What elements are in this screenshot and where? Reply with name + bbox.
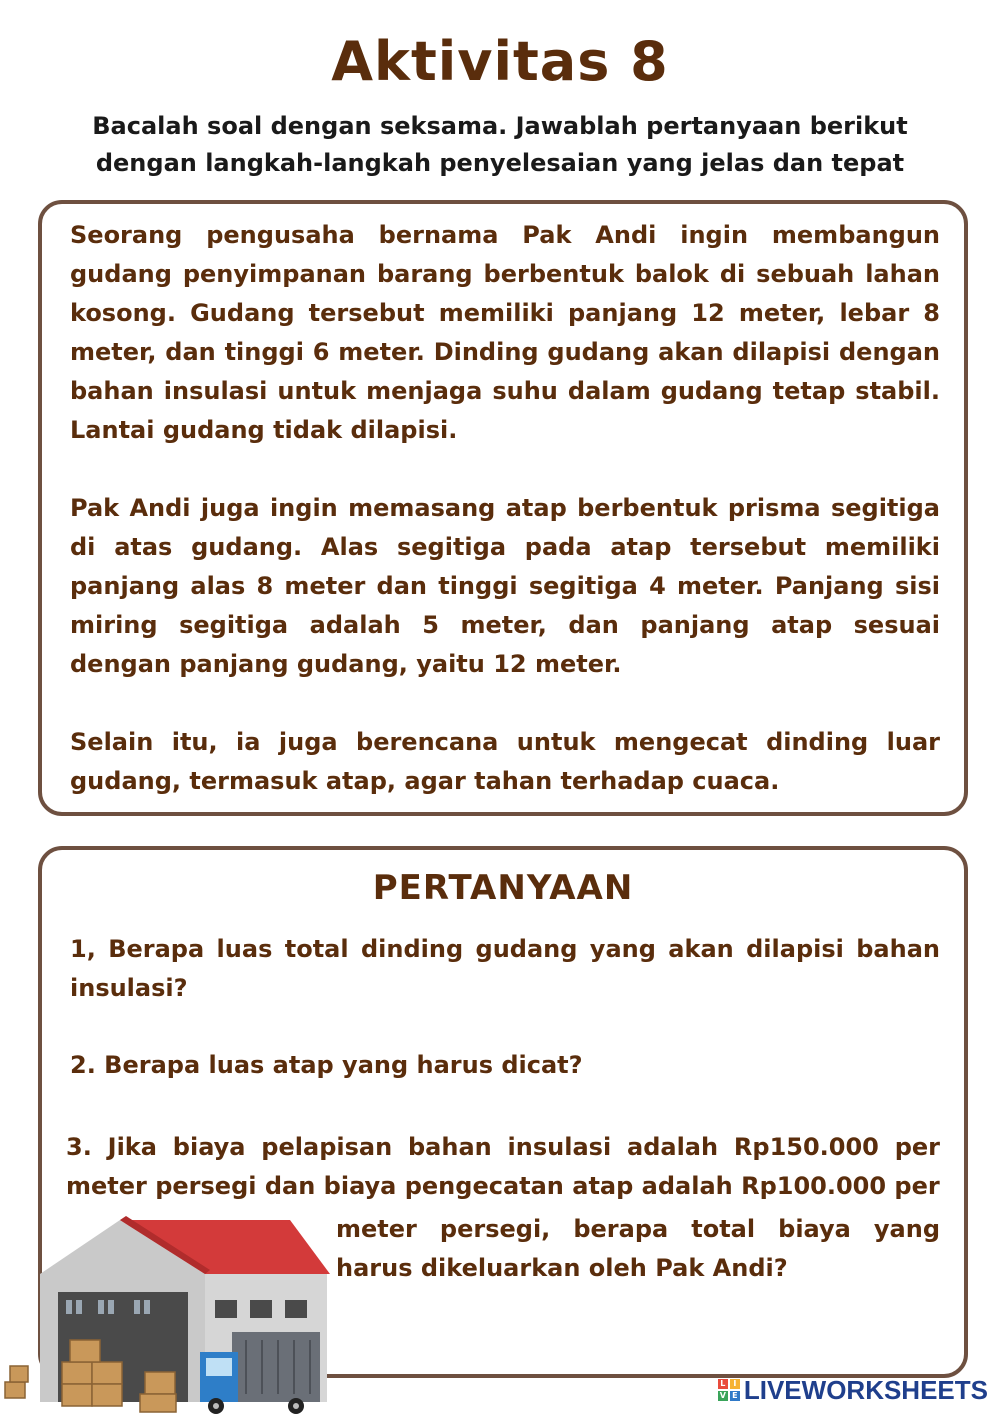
question-3-part-1: 3. Jika biaya pelapisan bahan insulasi adalah Rp150.000 per meter persegi dan biaya pengecatan atap adalah Rp100.000 per (66, 1133, 940, 1200)
story-paragraph-1: Seorang pengusaha bernama Pak Andi ingin membangun gudang penyimpanan barang berbentuk balok di sebuah lahan kosong. Gudang tersebut memiliki panjang 12 meter, lebar 8 meter, dan tinggi 6 meter. Dinding gudang akan dilapisi dengan bahan insulasi untuk menjaga suhu dalam gudang tetap stabil. Lantai gudang tidak dilapisi. (70, 221, 940, 444)
story-paragraph-2: Pak Andi juga ingin memasang atap berbentuk prisma segitiga di atas gudang. Alas segitiga pada atap tersebut memiliki panjang alas 8 meter dan tinggi segitiga 4 meter. Panjang sisi miring segitiga adalah 5 meter, dan panjang atap sesuai dengan panjang gudang, yaitu 12 meter. (70, 494, 940, 678)
question-2: 2. Berapa luas atap yang harus dicat? (70, 1051, 583, 1079)
liveworksheets-wordmark: LIVEWORKSHEETS (743, 1374, 988, 1405)
warehouse-windows (215, 1300, 307, 1318)
liveworksheets-brand (718, 1372, 988, 1408)
story-paragraph-3: Selain itu, ia juga berencana untuk mengecat dinding luar gudang, termasuk atap, agar tahan terhadap cuaca. (70, 728, 940, 795)
questions-heading: PERTANYAAN (372, 868, 634, 908)
question-1: 1, Berapa luas total dinding gudang yang akan dilapisi bahan insulasi? (70, 935, 940, 1002)
page-title: Aktivitas 8 (331, 30, 669, 93)
liveworksheets-logo-icon: L I V E (718, 1379, 740, 1401)
story-text (70, 216, 940, 801)
instructions: Bacalah soal dengan seksama. Jawablah pertanyaan berikut dengan langkah-langkah penyelesaian yang jelas dan tepat (92, 112, 908, 177)
warehouse-illustration (0, 1212, 340, 1414)
story-box (38, 200, 968, 816)
question-3-part-2: meter persegi, berapa total biaya yang harus dikeluarkan oleh Pak Andi? (336, 1215, 940, 1282)
